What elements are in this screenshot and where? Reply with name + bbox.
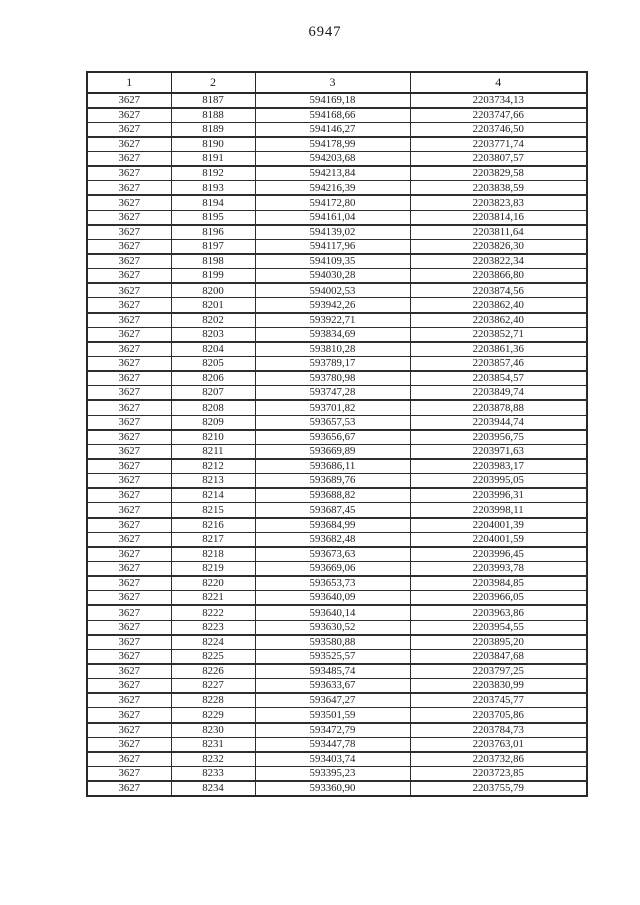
table-cell: 594109,35 <box>255 254 410 269</box>
table-row <box>87 620 587 635</box>
table-cell: 593447,78 <box>255 737 410 752</box>
table-row <box>87 93 587 108</box>
table-cell: 2203823,83 <box>410 195 587 210</box>
table-row <box>87 357 587 372</box>
table-cell: 593360,90 <box>255 781 410 796</box>
table-cell: 8192 <box>171 166 255 181</box>
table-row <box>87 562 587 577</box>
table-cell: 593647,27 <box>255 693 410 708</box>
table-cell: 3627 <box>87 488 171 503</box>
table-cell: 3627 <box>87 693 171 708</box>
table-cell: 8190 <box>171 137 255 152</box>
table-cell: 8219 <box>171 562 255 577</box>
table-cell: 8188 <box>171 108 255 123</box>
table-cell: 2204001,59 <box>410 532 587 547</box>
table-cell: 8233 <box>171 766 255 781</box>
table-cell: 2203771,74 <box>410 137 587 152</box>
table-cell: 2203822,34 <box>410 254 587 269</box>
table-cell: 593485,74 <box>255 664 410 679</box>
table-row <box>87 298 587 313</box>
table-cell: 3627 <box>87 635 171 650</box>
table-cell: 3627 <box>87 547 171 562</box>
table-row <box>87 313 587 328</box>
table-row <box>87 269 587 284</box>
table-row <box>87 635 587 650</box>
table-cell: 8229 <box>171 708 255 723</box>
table-row <box>87 459 587 474</box>
table-cell: 8215 <box>171 503 255 518</box>
table-cell: 2203862,40 <box>410 313 587 328</box>
table-cell: 3627 <box>87 620 171 635</box>
table-cell: 593633,67 <box>255 679 410 694</box>
table-cell: 3627 <box>87 327 171 342</box>
table-cell: 8206 <box>171 371 255 386</box>
table-cell: 8187 <box>171 93 255 108</box>
table-cell: 8210 <box>171 430 255 445</box>
column-header-3: 3 <box>255 72 410 93</box>
table-body <box>87 93 587 796</box>
table-cell: 593656,67 <box>255 430 410 445</box>
table-cell: 3627 <box>87 649 171 664</box>
table-row <box>87 400 587 415</box>
table-row <box>87 488 587 503</box>
table-cell: 3627 <box>87 298 171 313</box>
table-cell: 593630,52 <box>255 620 410 635</box>
table-cell: 593684,99 <box>255 518 410 533</box>
table-cell: 8193 <box>171 181 255 196</box>
table-cell: 3627 <box>87 283 171 298</box>
table-row <box>87 766 587 781</box>
table-cell: 3627 <box>87 400 171 415</box>
table-cell: 8194 <box>171 195 255 210</box>
table-cell: 3627 <box>87 152 171 167</box>
table-cell: 594161,04 <box>255 210 410 225</box>
table-cell: 2203854,57 <box>410 371 587 386</box>
table-cell: 8223 <box>171 620 255 635</box>
table-cell: 2203998,11 <box>410 503 587 518</box>
table-cell: 593669,89 <box>255 444 410 459</box>
table-cell: 8221 <box>171 591 255 606</box>
table-cell: 2203995,05 <box>410 474 587 489</box>
table-cell: 2203866,80 <box>410 269 587 284</box>
table-cell: 8234 <box>171 781 255 796</box>
table-cell: 3627 <box>87 781 171 796</box>
table-cell: 2203857,46 <box>410 357 587 372</box>
table-cell: 593780,98 <box>255 371 410 386</box>
table-cell: 3627 <box>87 386 171 401</box>
table-cell: 2203956,75 <box>410 430 587 445</box>
table-cell: 8195 <box>171 210 255 225</box>
table-row <box>87 327 587 342</box>
table-cell: 593525,57 <box>255 649 410 664</box>
table-row <box>87 708 587 723</box>
table-cell: 594203,68 <box>255 152 410 167</box>
table-cell: 593472,79 <box>255 723 410 738</box>
table-row <box>87 283 587 298</box>
table-cell: 593834,69 <box>255 327 410 342</box>
table-cell: 8231 <box>171 737 255 752</box>
table-cell: 2203763,01 <box>410 737 587 752</box>
table-row <box>87 415 587 430</box>
table-row <box>87 518 587 533</box>
table-cell: 594139,02 <box>255 225 410 240</box>
table-cell: 594216,39 <box>255 181 410 196</box>
table-cell: 2203814,16 <box>410 210 587 225</box>
table-row <box>87 576 587 591</box>
table-row <box>87 386 587 401</box>
table-cell: 2203849,74 <box>410 386 587 401</box>
table-cell: 2203838,59 <box>410 181 587 196</box>
table-cell: 3627 <box>87 708 171 723</box>
table-row <box>87 239 587 254</box>
table-cell: 593657,53 <box>255 415 410 430</box>
table-cell: 593942,26 <box>255 298 410 313</box>
table-row <box>87 664 587 679</box>
table-cell: 594146,27 <box>255 122 410 137</box>
table-row <box>87 152 587 167</box>
table-cell: 594168,66 <box>255 108 410 123</box>
table-header-row <box>87 72 587 93</box>
table-cell: 3627 <box>87 357 171 372</box>
table-cell: 593922,71 <box>255 313 410 328</box>
table-row <box>87 679 587 694</box>
table-cell: 2203954,55 <box>410 620 587 635</box>
table-row <box>87 430 587 445</box>
table-cell: 593689,76 <box>255 474 410 489</box>
table-cell: 8213 <box>171 474 255 489</box>
page-number: 6947 <box>308 24 342 40</box>
table-cell: 8217 <box>171 532 255 547</box>
table-cell: 593789,17 <box>255 357 410 372</box>
table-cell: 8207 <box>171 386 255 401</box>
table-cell: 2204001,39 <box>410 518 587 533</box>
table-cell: 2203852,71 <box>410 327 587 342</box>
table-cell: 8218 <box>171 547 255 562</box>
table-cell: 8203 <box>171 327 255 342</box>
table-cell: 3627 <box>87 459 171 474</box>
table-cell: 8198 <box>171 254 255 269</box>
table-cell: 3627 <box>87 430 171 445</box>
table-cell: 2203996,31 <box>410 488 587 503</box>
table-row <box>87 444 587 459</box>
table-row <box>87 166 587 181</box>
table-cell: 8216 <box>171 518 255 533</box>
table-cell: 2203826,30 <box>410 239 587 254</box>
table-cell: 3627 <box>87 371 171 386</box>
table-cell: 2203993,78 <box>410 562 587 577</box>
table-cell: 8205 <box>171 357 255 372</box>
table-cell: 3627 <box>87 210 171 225</box>
table-row <box>87 737 587 752</box>
table-cell: 2203811,64 <box>410 225 587 240</box>
table-cell: 8225 <box>171 649 255 664</box>
table-cell: 3627 <box>87 239 171 254</box>
table-cell: 8214 <box>171 488 255 503</box>
table-cell: 8228 <box>171 693 255 708</box>
table-cell: 3627 <box>87 503 171 518</box>
table-cell: 594117,96 <box>255 239 410 254</box>
table-cell: 3627 <box>87 576 171 591</box>
table-cell: 2203732,86 <box>410 752 587 767</box>
table-cell: 593501,59 <box>255 708 410 723</box>
table-row <box>87 547 587 562</box>
table-cell: 3627 <box>87 93 171 108</box>
table-cell: 3627 <box>87 122 171 137</box>
table-cell: 593673,63 <box>255 547 410 562</box>
table-row <box>87 210 587 225</box>
table-cell: 2203847,68 <box>410 649 587 664</box>
table-cell: 593682,48 <box>255 532 410 547</box>
table-cell: 8204 <box>171 342 255 357</box>
table-cell: 8189 <box>171 122 255 137</box>
table-cell: 2203829,58 <box>410 166 587 181</box>
table-row <box>87 225 587 240</box>
column-header-1: 1 <box>87 72 171 93</box>
table-cell: 8201 <box>171 298 255 313</box>
table-cell: 3627 <box>87 137 171 152</box>
table-cell: 8191 <box>171 152 255 167</box>
table-row <box>87 371 587 386</box>
table-cell: 3627 <box>87 518 171 533</box>
table-cell: 8220 <box>171 576 255 591</box>
table-cell: 3627 <box>87 313 171 328</box>
table-cell: 2203895,20 <box>410 635 587 650</box>
table-cell: 593688,82 <box>255 488 410 503</box>
table-cell: 594172,80 <box>255 195 410 210</box>
table-row <box>87 649 587 664</box>
table-cell: 8200 <box>171 283 255 298</box>
table-cell: 3627 <box>87 444 171 459</box>
column-header-2: 2 <box>171 72 255 93</box>
table-row <box>87 605 587 620</box>
table-cell: 2203747,66 <box>410 108 587 123</box>
table-cell: 3627 <box>87 679 171 694</box>
table-cell: 593640,09 <box>255 591 410 606</box>
table-cell: 3627 <box>87 415 171 430</box>
table-cell: 594002,53 <box>255 283 410 298</box>
table-cell: 593810,28 <box>255 342 410 357</box>
table-cell: 8226 <box>171 664 255 679</box>
table-cell: 2203705,86 <box>410 708 587 723</box>
table-cell: 8209 <box>171 415 255 430</box>
table-cell: 3627 <box>87 605 171 620</box>
table-cell: 2203984,85 <box>410 576 587 591</box>
table-row <box>87 781 587 796</box>
table-cell: 593687,45 <box>255 503 410 518</box>
table-cell: 2203755,79 <box>410 781 587 796</box>
table-row <box>87 122 587 137</box>
table-cell: 3627 <box>87 195 171 210</box>
table-cell: 2203944,74 <box>410 415 587 430</box>
table-cell: 594169,18 <box>255 93 410 108</box>
table-cell: 594030,28 <box>255 269 410 284</box>
table-cell: 2203971,63 <box>410 444 587 459</box>
table-row <box>87 254 587 269</box>
table-cell: 2203966,05 <box>410 591 587 606</box>
table-row <box>87 474 587 489</box>
table-cell: 3627 <box>87 532 171 547</box>
table-cell: 593403,74 <box>255 752 410 767</box>
table-cell: 2203746,50 <box>410 122 587 137</box>
table-cell: 8227 <box>171 679 255 694</box>
column-header-4: 4 <box>410 72 587 93</box>
table-row <box>87 591 587 606</box>
table-cell: 3627 <box>87 254 171 269</box>
table-cell: 8224 <box>171 635 255 650</box>
table-cell: 2203830,99 <box>410 679 587 694</box>
table-cell: 2203878,88 <box>410 400 587 415</box>
table-cell: 3627 <box>87 108 171 123</box>
table-cell: 593686,11 <box>255 459 410 474</box>
table-cell: 3627 <box>87 474 171 489</box>
table-cell: 2203874,56 <box>410 283 587 298</box>
table-cell: 3627 <box>87 181 171 196</box>
table-row <box>87 342 587 357</box>
table-cell: 2203963,86 <box>410 605 587 620</box>
table-cell: 3627 <box>87 166 171 181</box>
data-table <box>86 71 588 797</box>
table-cell: 3627 <box>87 752 171 767</box>
table-row <box>87 723 587 738</box>
table-row <box>87 195 587 210</box>
table-cell: 8222 <box>171 605 255 620</box>
table-cell: 593747,28 <box>255 386 410 401</box>
table-row <box>87 108 587 123</box>
table-cell: 593701,82 <box>255 400 410 415</box>
table-cell: 2203734,13 <box>410 93 587 108</box>
table-cell: 2203996,45 <box>410 547 587 562</box>
table-cell: 593640,14 <box>255 605 410 620</box>
table-cell: 8208 <box>171 400 255 415</box>
table-cell: 8199 <box>171 269 255 284</box>
table-row <box>87 503 587 518</box>
table-cell: 2203784,73 <box>410 723 587 738</box>
table-cell: 8230 <box>171 723 255 738</box>
table-cell: 8211 <box>171 444 255 459</box>
table-cell: 593395,23 <box>255 766 410 781</box>
table-cell: 3627 <box>87 591 171 606</box>
table-cell: 3627 <box>87 269 171 284</box>
table-cell: 8202 <box>171 313 255 328</box>
table-cell: 594213,84 <box>255 166 410 181</box>
table-cell: 594178,99 <box>255 137 410 152</box>
table-row <box>87 181 587 196</box>
table-cell: 8212 <box>171 459 255 474</box>
table-cell: 8197 <box>171 239 255 254</box>
table-row <box>87 532 587 547</box>
table-cell: 3627 <box>87 766 171 781</box>
table-cell: 3627 <box>87 225 171 240</box>
table-cell: 2203723,85 <box>410 766 587 781</box>
table-cell: 3627 <box>87 737 171 752</box>
table-cell: 2203862,40 <box>410 298 587 313</box>
table-row <box>87 752 587 767</box>
table-cell: 2203861,36 <box>410 342 587 357</box>
table-row <box>87 137 587 152</box>
table-cell: 593669,06 <box>255 562 410 577</box>
table-cell: 3627 <box>87 342 171 357</box>
table-cell: 2203745,77 <box>410 693 587 708</box>
table-cell: 3627 <box>87 723 171 738</box>
table-cell: 3627 <box>87 562 171 577</box>
table-row <box>87 693 587 708</box>
table-cell: 593653,73 <box>255 576 410 591</box>
table-cell: 3627 <box>87 664 171 679</box>
table-cell: 8196 <box>171 225 255 240</box>
table-cell: 8232 <box>171 752 255 767</box>
table-cell: 2203983,17 <box>410 459 587 474</box>
table-cell: 593580,88 <box>255 635 410 650</box>
table-cell: 2203797,25 <box>410 664 587 679</box>
table-cell: 2203807,57 <box>410 152 587 167</box>
